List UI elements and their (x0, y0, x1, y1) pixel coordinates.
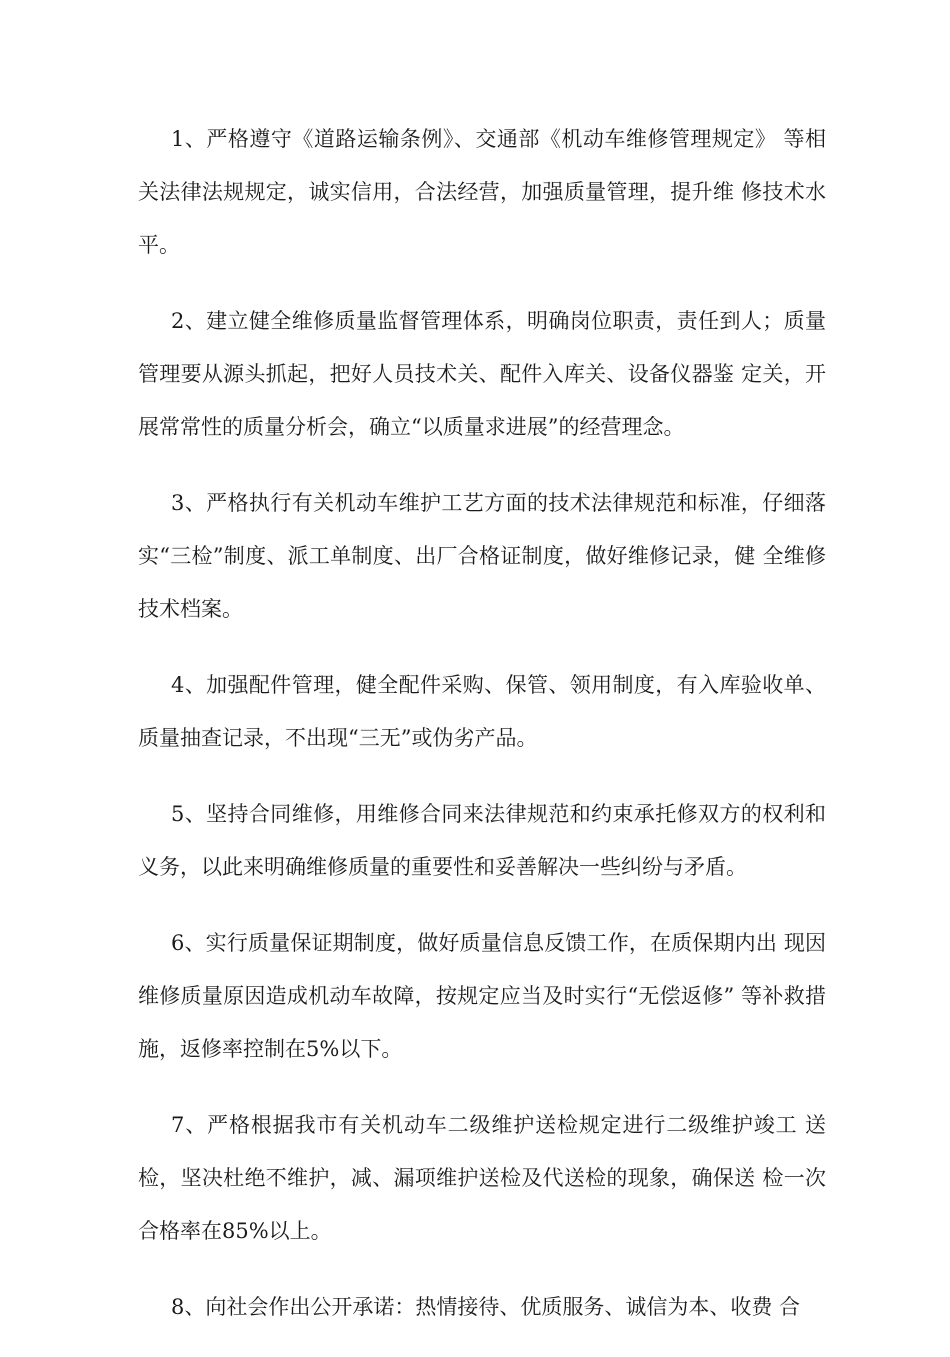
paragraph-1: 1、严格遵守《道路运输条例》、交通部《机动车维修管理规定》 等相关法律法规规定，诚实信用，合法经营，加强质量管理，提升维 修技术水平。 (138, 127, 826, 257)
paragraph-5: 5、坚持合同维修，用维修合同来法律规范和约束承托修双方的权利和义务，以此来明确维修质量的重要性和妥善解决一些纠纷与矛盾。 (138, 802, 826, 879)
paragraph-3: 3、严格执行有关机动车维护工艺方面的技术法律规范和标准，仔细落实“三检”制度、派工单制度、出厂合格证制度，做好维修记录，健 全维修技术档案。 (138, 491, 826, 621)
paragraph-8: 8、向社会作出公开承诺：热情接待、优质服务、诚信为本、收费 合 (171, 1295, 801, 1319)
paragraph-2: 2、建立健全维修质量监督管理体系，明确岗位职责，责任到人；质量管理要从源头抓起，把好人员技术关、配件入库关、设备仪器鉴 定关，开展常常性的质量分析会，确立“以质量求进展”的经营理念。 (138, 309, 826, 439)
paragraph-7: 7、严格根据我市有关机动车二级维护送检规定进行二级维护竣工 送检，坚决杜绝不维护，减、漏项维护送检及代送检的现象，确保送 检一次合格率在85%以上。 (138, 1113, 826, 1243)
document-body (138, 113, 826, 1357)
paragraph-6: 6、实行质量保证期制度，做好质量信息反馈工作，在质保期内出 现因维修质量原因造成机动车故障，按规定应当及时实行“无偿返修” 等补救措施，返修率控制在5%以下。 (138, 931, 826, 1061)
paragraph-4: 4、加强配件管理，健全配件采购、保管、领用制度，有入库验收单、质量抽查记录，不出现“三无”或伪劣产品。 (138, 673, 826, 750)
